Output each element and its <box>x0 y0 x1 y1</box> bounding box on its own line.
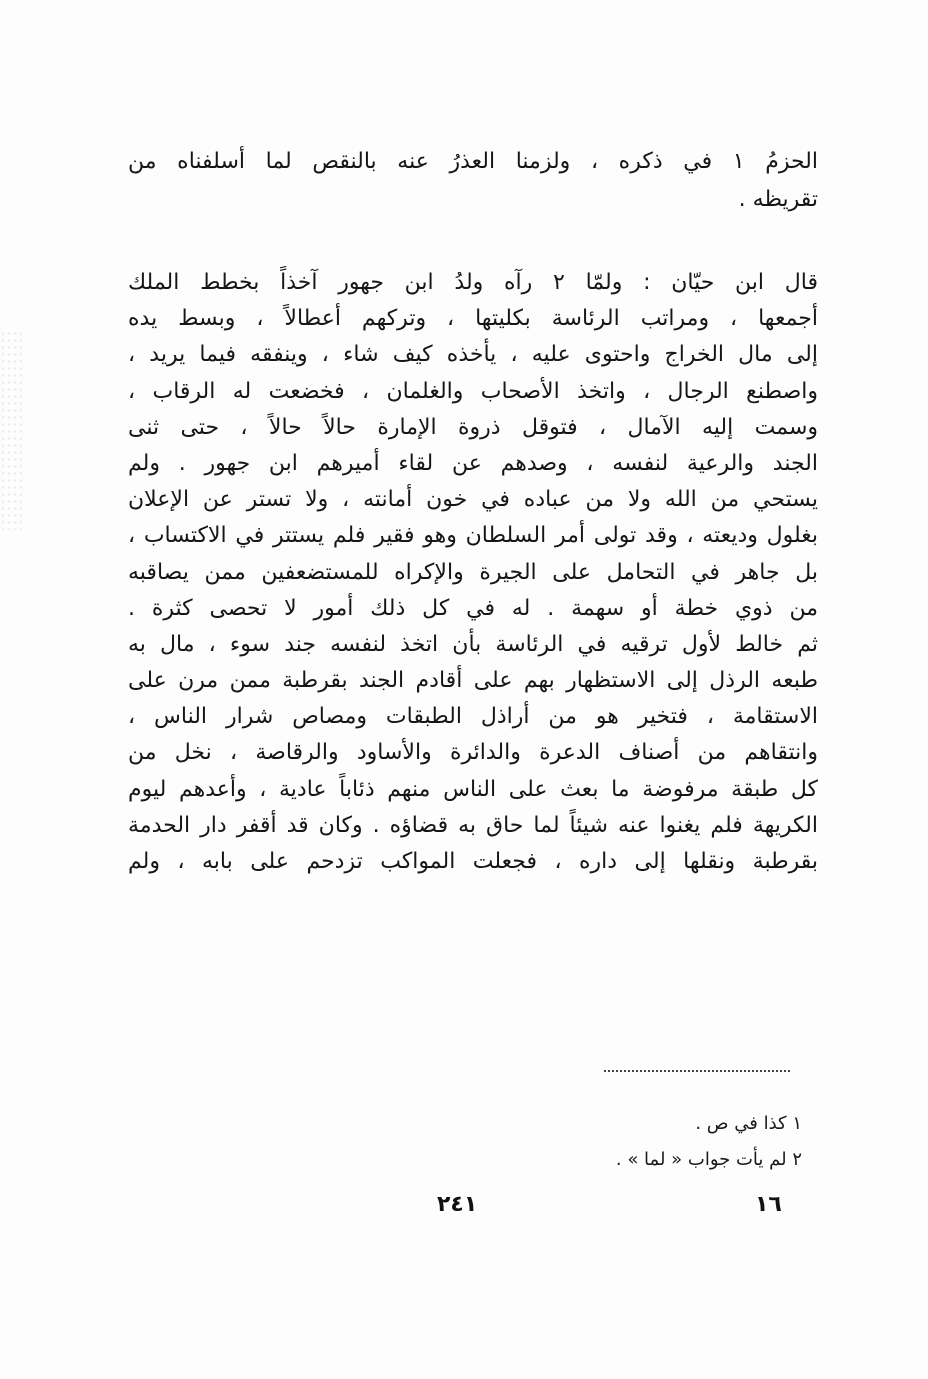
paragraph-2-line: بغلول وديعته ، وقد تولى أمر السلطان وهو فقير فلم يستتر في الاكتساب ، <box>128 523 818 549</box>
scan-speckle-decoration <box>0 330 22 530</box>
paragraph-2-line: قال ابن حيّان : ولمّا ٢ رآه ولدُ ابن جهور آخذاً بخطط الملك <box>128 270 818 295</box>
footnotes <box>616 1106 802 1178</box>
paragraph-2-line: وانتقاهم من أصناف الدعرة والدائرة والأساود والرقاصة ، نخل من <box>128 740 818 766</box>
paragraph-2-line: الجند والرعية لنفسه ، وصدهم عن لقاء أميرهم ابن جهور . ولم <box>128 450 818 476</box>
footnote-2: ٢ لم يأت جواب « لما » . <box>615 1149 802 1170</box>
paragraph-1-line: الحزمُ ١ في ذكره ، ولزمنا العذرُ عنه بالنقص لما أسلفناه من <box>128 149 818 174</box>
paragraph-2-line: بقرطبة ونقلها إلى داره ، فجعلت المواكب تزدحم على بابه ، ولم <box>128 849 818 874</box>
paragraph-2-line: واصطنع الرجال ، واتخذ الأصحاب والغلمان ، فخضعت له الرقاب ، <box>128 378 818 404</box>
paragraph-2-line: أجمعها ، ومراتب الرئاسة بكليتها ، وتركهم أعطالاً ، وبسط يده <box>128 306 818 332</box>
paragraph-2-line: طبعه الرذل إلى الاستظهار بهم على أقادم الجند بقرطبة ممن مرن على <box>128 668 818 694</box>
footnote-1: ١ كذا في ص . <box>695 1113 802 1134</box>
paragraph-2-line: الكريهة فلم يغنوا عنه شيئاً لما حاق به قضاؤه . وكان قد أقفر دار الحدمة <box>128 812 818 838</box>
paragraph-2-line: يستحي من الله ولا من عباده في خون أمانته ، ولا تستر عن الإعلان <box>128 487 818 513</box>
paragraph-1 <box>128 143 818 219</box>
page-number: ٢٤١ <box>437 1192 478 1217</box>
paragraph-2 <box>128 265 818 880</box>
paragraph-2-line: كل طبقة مرفوضة ما بعث على الناس منهم ذئاباً عادية ، وأعدهم ليوم <box>128 776 818 802</box>
signature-mark: ١٦ <box>755 1192 782 1217</box>
paragraph-2-line: من ذوي خطة أو سهمة . له في كل ذلك أمور لا تحصى كثرة . <box>128 595 818 621</box>
paragraph-2-line: الاستقامة ، فتخير هو من أراذل الطبقات ومصاص شرار الناس ، <box>128 704 818 730</box>
paragraph-2-line: وسمت إليه الآمال ، فتوقل ذروة الإمارة حالاً حالاً ، حتى ثنى <box>128 414 818 440</box>
paragraph-2-line: إلى مال الخراج واحتوى عليه ، يأخذه كيف شاء ، وينفقه فيما يريد ، <box>128 342 818 368</box>
paragraph-2-line: بل جاهر في التحامل على الجيرة والإكراه للمستضعفين ممن يصاقبه <box>128 559 818 585</box>
paragraph-2-line: ثم خالط لأول ترقيه في الرئاسة بأن اتخذ لنفسه جند سوء ، مال به <box>128 631 818 657</box>
footnote-separator <box>604 1070 790 1072</box>
paragraph-1-line: تقريظه . <box>738 187 818 212</box>
